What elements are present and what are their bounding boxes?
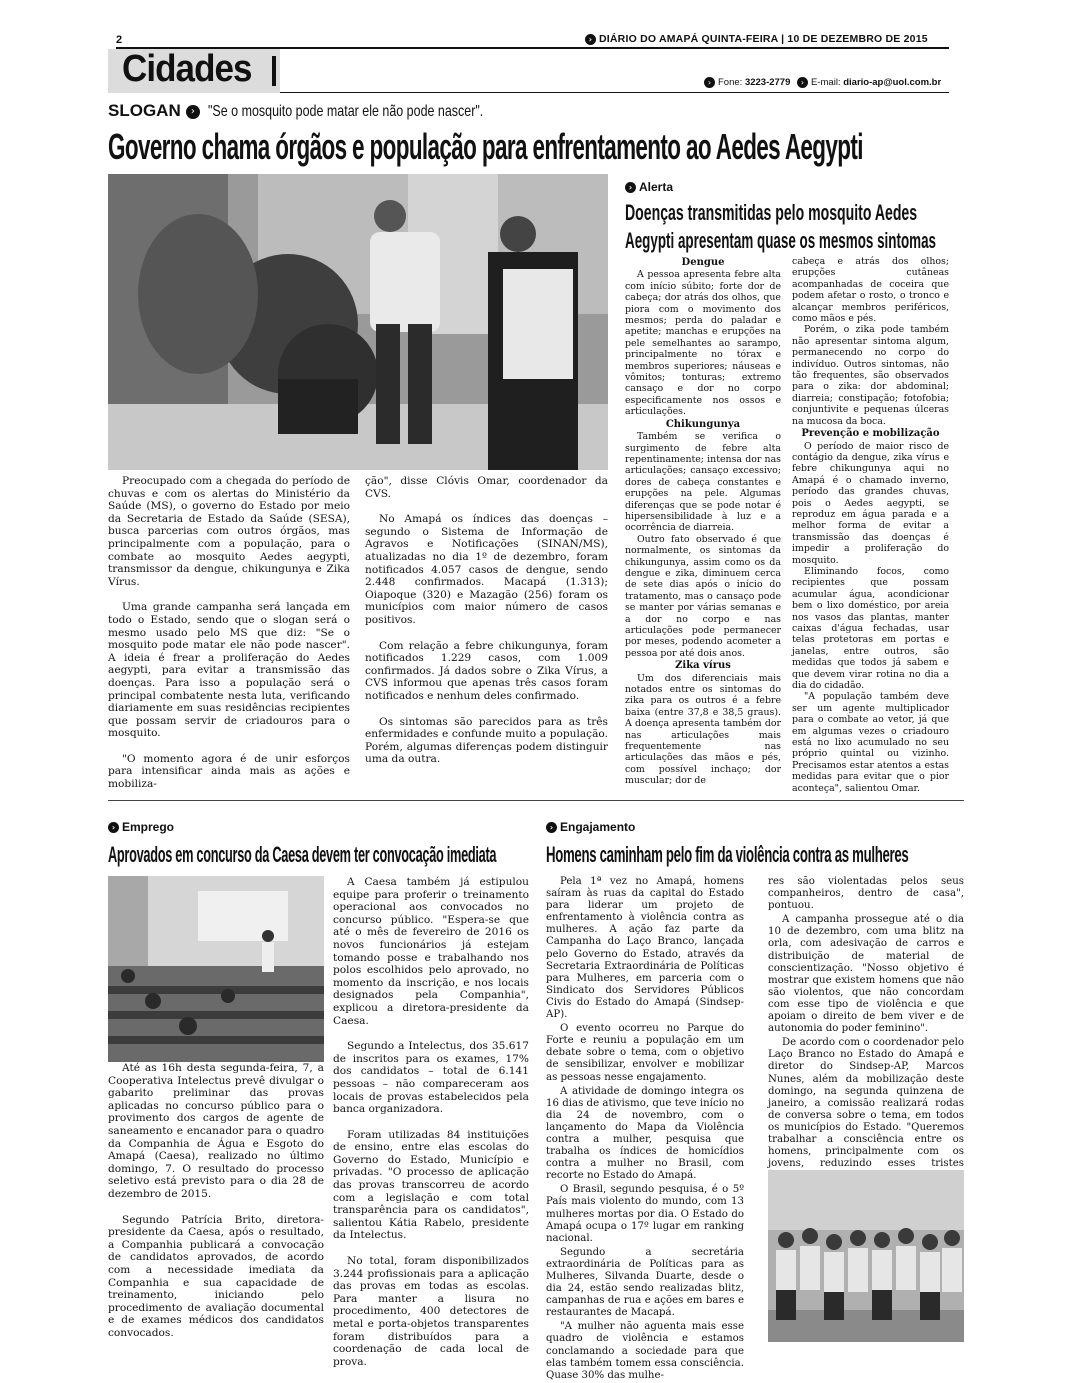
zika-continued: cabeça e atrás dos olhos; erupções cutâneas acompanhadas de coceira que podem afetar o rosto, o tronco e alcançar membros periféricos, como mãos e pés. (792, 256, 949, 325)
main-col2-paragraph: Os sintomas são parecidos para as três enfermidades e confunde muito a população. Porém, algumas diferenças podem distinguir uma da outra. (365, 715, 608, 766)
emprego-col2-paragraph: No total, foram disponibilizados 3.244 profissionais para a aplicação das provas em todas as escolas. Para manter a lisura no procedimento, 400 detectores de metal e porta-objetos transparentes foram distribuídos para a coordenação de cada local de prova. (333, 1255, 529, 1368)
emprego-col2-paragraph: A Caesa também já estipulou equipe para proferir o treinamento operacional aos convocados no concurso público. "Espera-se que até o mês de fevereiro de 2016 os novos funcionários já estejam tomando posse e trabalhando nos polos escolhidos pelo aprovado, no momento da inscrição, e nos locais designados pela Companhia", explicou a diretora-presidente da Caesa. (333, 876, 529, 1027)
paper-info (585, 33, 928, 45)
chikungunya-text: Também se verifica o surgimento de febre alta repentinamente; intensa dor nas articulações; cansaço excessivo; dores de cabeça constantes e erupções na pele. Algumas diferenças que se pode notar é hipersensibilidade à luz e a ocorrência de diarreia. (625, 431, 781, 534)
emprego-col1-paragraph: Segundo Patrícia Brito, diretora-presidente da Caesa, após o resultado, a Companhia publicará a convocação de candidatos aprovados, de acordo com a necessidade imediata da Companhia e sua capacidade de treinamento, iniciando pelo procedimento de avaliação documental e de exames médicos dos candidatos convocados. (108, 1213, 324, 1339)
main-col2-paragraph: Com relação a febre chikungunya, foram notificados 1.229 casos, com 1.009 confirmados. Já dados sobre o Zika Vírus, a CVS informou que apenas três casos foram notificados e nenhum deles confirmado. (365, 639, 608, 702)
main-col2-paragraph: No Amapá os índices das doenças – segundo o Sistema de Informação de Agravos e Notificações (SINAN/MS), atualizadas no dia 1º de dezembro, foram notificados 4.057 casos de dengue, sendo 2.448 confirmados. Macapá (1.313); Oiapoque (320) e Mazagão (256) foram os municípios com maior número de casos positivos. (365, 513, 608, 626)
header-bottom-rule (280, 92, 949, 93)
emprego-col2-paragraph: Foram utilizadas 84 instituições de ensino, entre elas escolas do Governo do Estado, Município e privadas. "O processo de aplicação das provas transcorreu de acordo com a legislação e com total transparência para os candidatos", salientou Kátia Rabelo, presidente da Intelectus. (333, 1128, 529, 1242)
alert-bullet-icon: › (625, 182, 636, 193)
main-col2-paragraph: ção", disse Clóvis Omar, coordenador da CVS. (365, 475, 608, 500)
email-label: E-mail: (811, 77, 841, 89)
prevention-heading: Prevenção e mobilização (801, 428, 940, 440)
zika-heading: Zika vírus (675, 660, 731, 672)
main-col1-paragraph: Preocupado com a chegada do período de chuvas e com os alertas do Ministério da Saúde (MS), o governo do Estado por meio da Secretaria de Estado da Saúde (SESA), busca parcerias com outros órgãos, mas principalmente com a população, para o combate ao mosquito Aedes aegypti, transmissor da dengue, chikungunya e Zika Vírus. (108, 475, 350, 588)
engajamento-col2-paragraph: A campanha prossegue até o dia 10 de dezembro, com uma blitz na orla, com adesivação de carros e distribuição de material de conscientização. "Nosso objetivo é mostrar que existem homens que não são violentos, que não concordam com esse tipo de violência e que apoiam o direito de bem viver e de autonomia do poder feminino". (768, 914, 964, 1035)
zika-text-2: Porém, o zika pode também não apresentar sintoma algum, permanecendo no corpo do indivíduo. Outros sintomas, não tão frequentes, são observados para o zika: dor abdominal; diarreia; constipação; fotofobia; conjuntivite e pequenas úlceras na mucosa da boca. (792, 324, 949, 427)
prevention-quote: "A população também deve ser um agente multiplicador para o combate ao vetor, já que em algumas vezes o criadouro está no lixo acumulado no seu próprio quintal ou vizinho. Precisamos estar atentos a estas medidas para evitar que o pior aconteça", salientou Omar. (792, 691, 949, 794)
engajamento-col1-paragraph: A atividade de domingo integra os 16 dias de ativismo, que teve início no dia 24 de novembro, com o lançamento do Mapa da Violência contra a mulher, pesquisa que trabalha os índices de homicídios contra a mulher no Brasil, com recorte no Estado do Amapá. (546, 1085, 744, 1182)
alert-kicker-text: Alerta (639, 180, 674, 194)
paper-info-text: DIÁRIO DO AMAPÁ QUINTA-FEIRA | 10 DE DEZEMBRO DE 2015 (599, 33, 928, 45)
exam-room-illustration (108, 876, 324, 1062)
phone-label: Fone: (718, 77, 743, 89)
engajamento-col1-paragraph: Segundo a secretária extraordinária de Políticas para as Mulheres, Silvanda Duarte, desde o dia 24, estão sendo realizadas blitz, campanhas de rua e ações em bares e restaurantes de Macapá. (546, 1246, 744, 1319)
contact-line (704, 77, 941, 88)
slogan-text: "Se o mosquito pode matar ele não pode nascer". (207, 103, 484, 120)
alert-headline-line2: Aegypti apresentam quase os mesmos sintomas (625, 228, 937, 253)
engajamento-bullet-icon: › (546, 822, 557, 833)
engajamento-col1-paragraph: O evento ocorreu no Parque do Forte e reuniu a população em um debate sobre o tema, com o objetivo de sensibilizar, envolver e mobilizar as pessoas nesse engajamento. (546, 1023, 744, 1083)
slogan-line (108, 101, 561, 121)
health-agents-photo-illustration (108, 174, 608, 470)
engajamento-headline: Homens caminham pelo fim da violência contra as mulheres (546, 842, 909, 867)
main-col1-paragraph: "O momento agora é de unir esforços para intensificar ainda mais as ações e mobiliza- (108, 752, 350, 791)
exam-room-photo (108, 876, 324, 1062)
slogan-bullet-icon: › (186, 105, 200, 119)
emprego-kicker (108, 820, 174, 834)
chikungunya-heading: Chikungunya (665, 418, 741, 430)
emprego-headline: Aprovados em concurso da Caesa devem ter convocação imediata (108, 842, 497, 867)
chikungunya-text-2: Outro fato observado é que normalmente, os sintomas da chikungunya, assim como os da dengue e zika, diminuem cerca de sete dias após o início do tratamento, mas o cansaço pode se manter por várias semanas e a dor no corpo e nas articulações pode permanecer por meses, podendo acometer a pessoa por até dois anos. (625, 533, 781, 659)
main-col1-paragraph: Uma grande campanha será lançada em todo o Estado, sendo que o slogan será o mesmo usado pelo MS que diz: "Se o mosquito pode matar ele não pode nascer". A ideia é frear a proliferação do Aedes aegypti, para evitar a transmissão das doenças. Para isso a população será o principal combatente nesta luta, verificando diariamente em suas residências recipientes que possam servir de criadouros para o mosquito. (108, 601, 350, 740)
emprego-col2 (333, 876, 529, 1381)
engajamento-col2 (768, 876, 964, 1182)
phone-icon: › (704, 77, 715, 88)
page-number: 2 (116, 34, 123, 46)
main-article-col2 (365, 475, 608, 779)
main-article-col1 (108, 475, 350, 804)
prevention-text-2: Eliminando focos, como recipientes que possam acumular água, acondicionar bem o lixo doméstico, por areia nos vasos das plantas, manter caixas d'água fechadas, usar telas protetoras em portas e janelas, entre outros, são medidas que todos já sabem e que devem virar rotina no dia a dia do cidadão. (792, 565, 949, 692)
alert-col1 (625, 256, 781, 787)
email-address[interactable]: diario-ap@uol.com.br (843, 77, 942, 89)
engajamento-col1-paragraph: O Brasil, segundo pesquisa, é o 5º País mais violento do mundo, com 13 mulheres mortas por dia. O Estado do Amapá ocupa o 17º lugar em ranking nacional. (546, 1184, 744, 1244)
main-headline: Governo chama órgãos e população para enfrentamento ao Aedes Aegypti (108, 126, 863, 167)
group-photo (768, 1170, 964, 1342)
emprego-col2-paragraph: Segundo a Intelectus, dos 35.617 de inscritos para os exames, 17% dos candidatos – total de 6.141 pessoas – não compareceram aos locais de provas estabelecidos pela banca organizadora. (333, 1040, 529, 1116)
prevention-text: O período de maior risco de contágio da dengue, zika vírus e febre chikungunya aqui no Amapá é o chamado inverno, período das grandes chuvas, pois o Aedes aegypti, se reproduz em água parada e a melhor forma de evitar a transmissão das doenças é impedir a proliferação do mosquito. (792, 440, 949, 566)
dengue-heading: Dengue (681, 257, 725, 268)
emprego-col1-paragraph: Até as 16h desta segunda-feira, 7, a Cooperativa Intelectus prevê divulgar o gabarito preliminar das provas aplicadas no concurso público para o provimento dos cargos de agente de saneamento e encanador para o quadro da Companhia de Água e Esgoto do Amapá (Caesa), realizado no último domingo, 7. O resultado do processo seletivo está previsto para o dia 28 de dezembro de 2015. (108, 1062, 324, 1200)
alert-headline-line1: Doenças transmitidas pelo mosquito Aedes (625, 200, 918, 225)
engajamento-col1-paragraph: Pela 1ª vez no Amapá, homens saíram às ruas da capital do Estado para liderar um projeto de enfrentamento à violência contra as mulheres. A ação faz parte da Campanha do Laço Branco, lançada pelo Governo do Estado, através da Secretaria Extraordinária de Políticas para Mulheres, em parceria com o Sindicato dos Servidores Públicos Civis do Estado do Amapá (Sindsep-AP). (546, 876, 744, 1021)
alert-kicker (625, 180, 673, 194)
phone-number: 3223-2779 (744, 77, 791, 89)
section-divider (272, 56, 276, 86)
engajamento-col1-paragraph: "A mulher não aguenta mais esse quadro de violência e estamos conclamando a sociedade para que elas também tomem essa consciência. Quase 30% das mulhe- (546, 1321, 744, 1381)
section-separator (108, 800, 964, 801)
engajamento-kicker (546, 820, 635, 834)
engajamento-col1 (546, 876, 744, 1382)
main-photo (108, 174, 608, 470)
engajamento-col2-paragraph: De acordo com o coordenador pelo Laço Branco no Estado do Amapá e diretor do Sindsep-AP, Marcos Nunes, além da mobilização deste domingo, na segunda quinzena de janeiro, a comissão realizará rodas de conversa sobre o tema, em todos os municípios do Estado. "Queremos trabalhar a consciência entre os homens, principalmente com os jovens, reduzindo esses tristes (768, 1037, 964, 1170)
engajamento-col2-paragraph: res são violentadas pelos seus companheiros, dentro de casa", pontuou. (768, 876, 964, 912)
emprego-bullet-icon: › (108, 822, 119, 833)
emprego-col1 (108, 1062, 324, 1352)
dengue-text: A pessoa apresenta febre alta com início súbito; forte dor de cabeça; dor atrás dos olhos, que piora com o movimento dos mesmos; perda do paladar e apetite; manchas e erupções na pele semelhantes ao sarampo, principalmente no tórax e membros superiores; náuseas e vômitos; tonturas; extremo cansaço e dor no corpo especificamente nos ossos e articulações. (625, 269, 781, 418)
section-title: Cidades (122, 48, 252, 90)
email-icon: › (797, 77, 808, 88)
zika-text: Um dos diferenciais mais notados entre os sintomas do zika para os outros é a febre baixa (entre 37,8 e 38,5 graus). A doença apresenta também dor nas articulações mais frequentemente nas articulações das mãos e pés, com possível inchaço; dor muscular; dor de (625, 672, 781, 787)
emprego-kicker-text: Emprego (122, 820, 175, 834)
bullet-icon: › (585, 34, 596, 45)
alert-col2 (792, 256, 949, 794)
group-march-illustration (768, 1170, 964, 1342)
slogan-label: SLOGAN (108, 101, 181, 120)
engajamento-kicker-text: Engajamento (560, 820, 636, 834)
